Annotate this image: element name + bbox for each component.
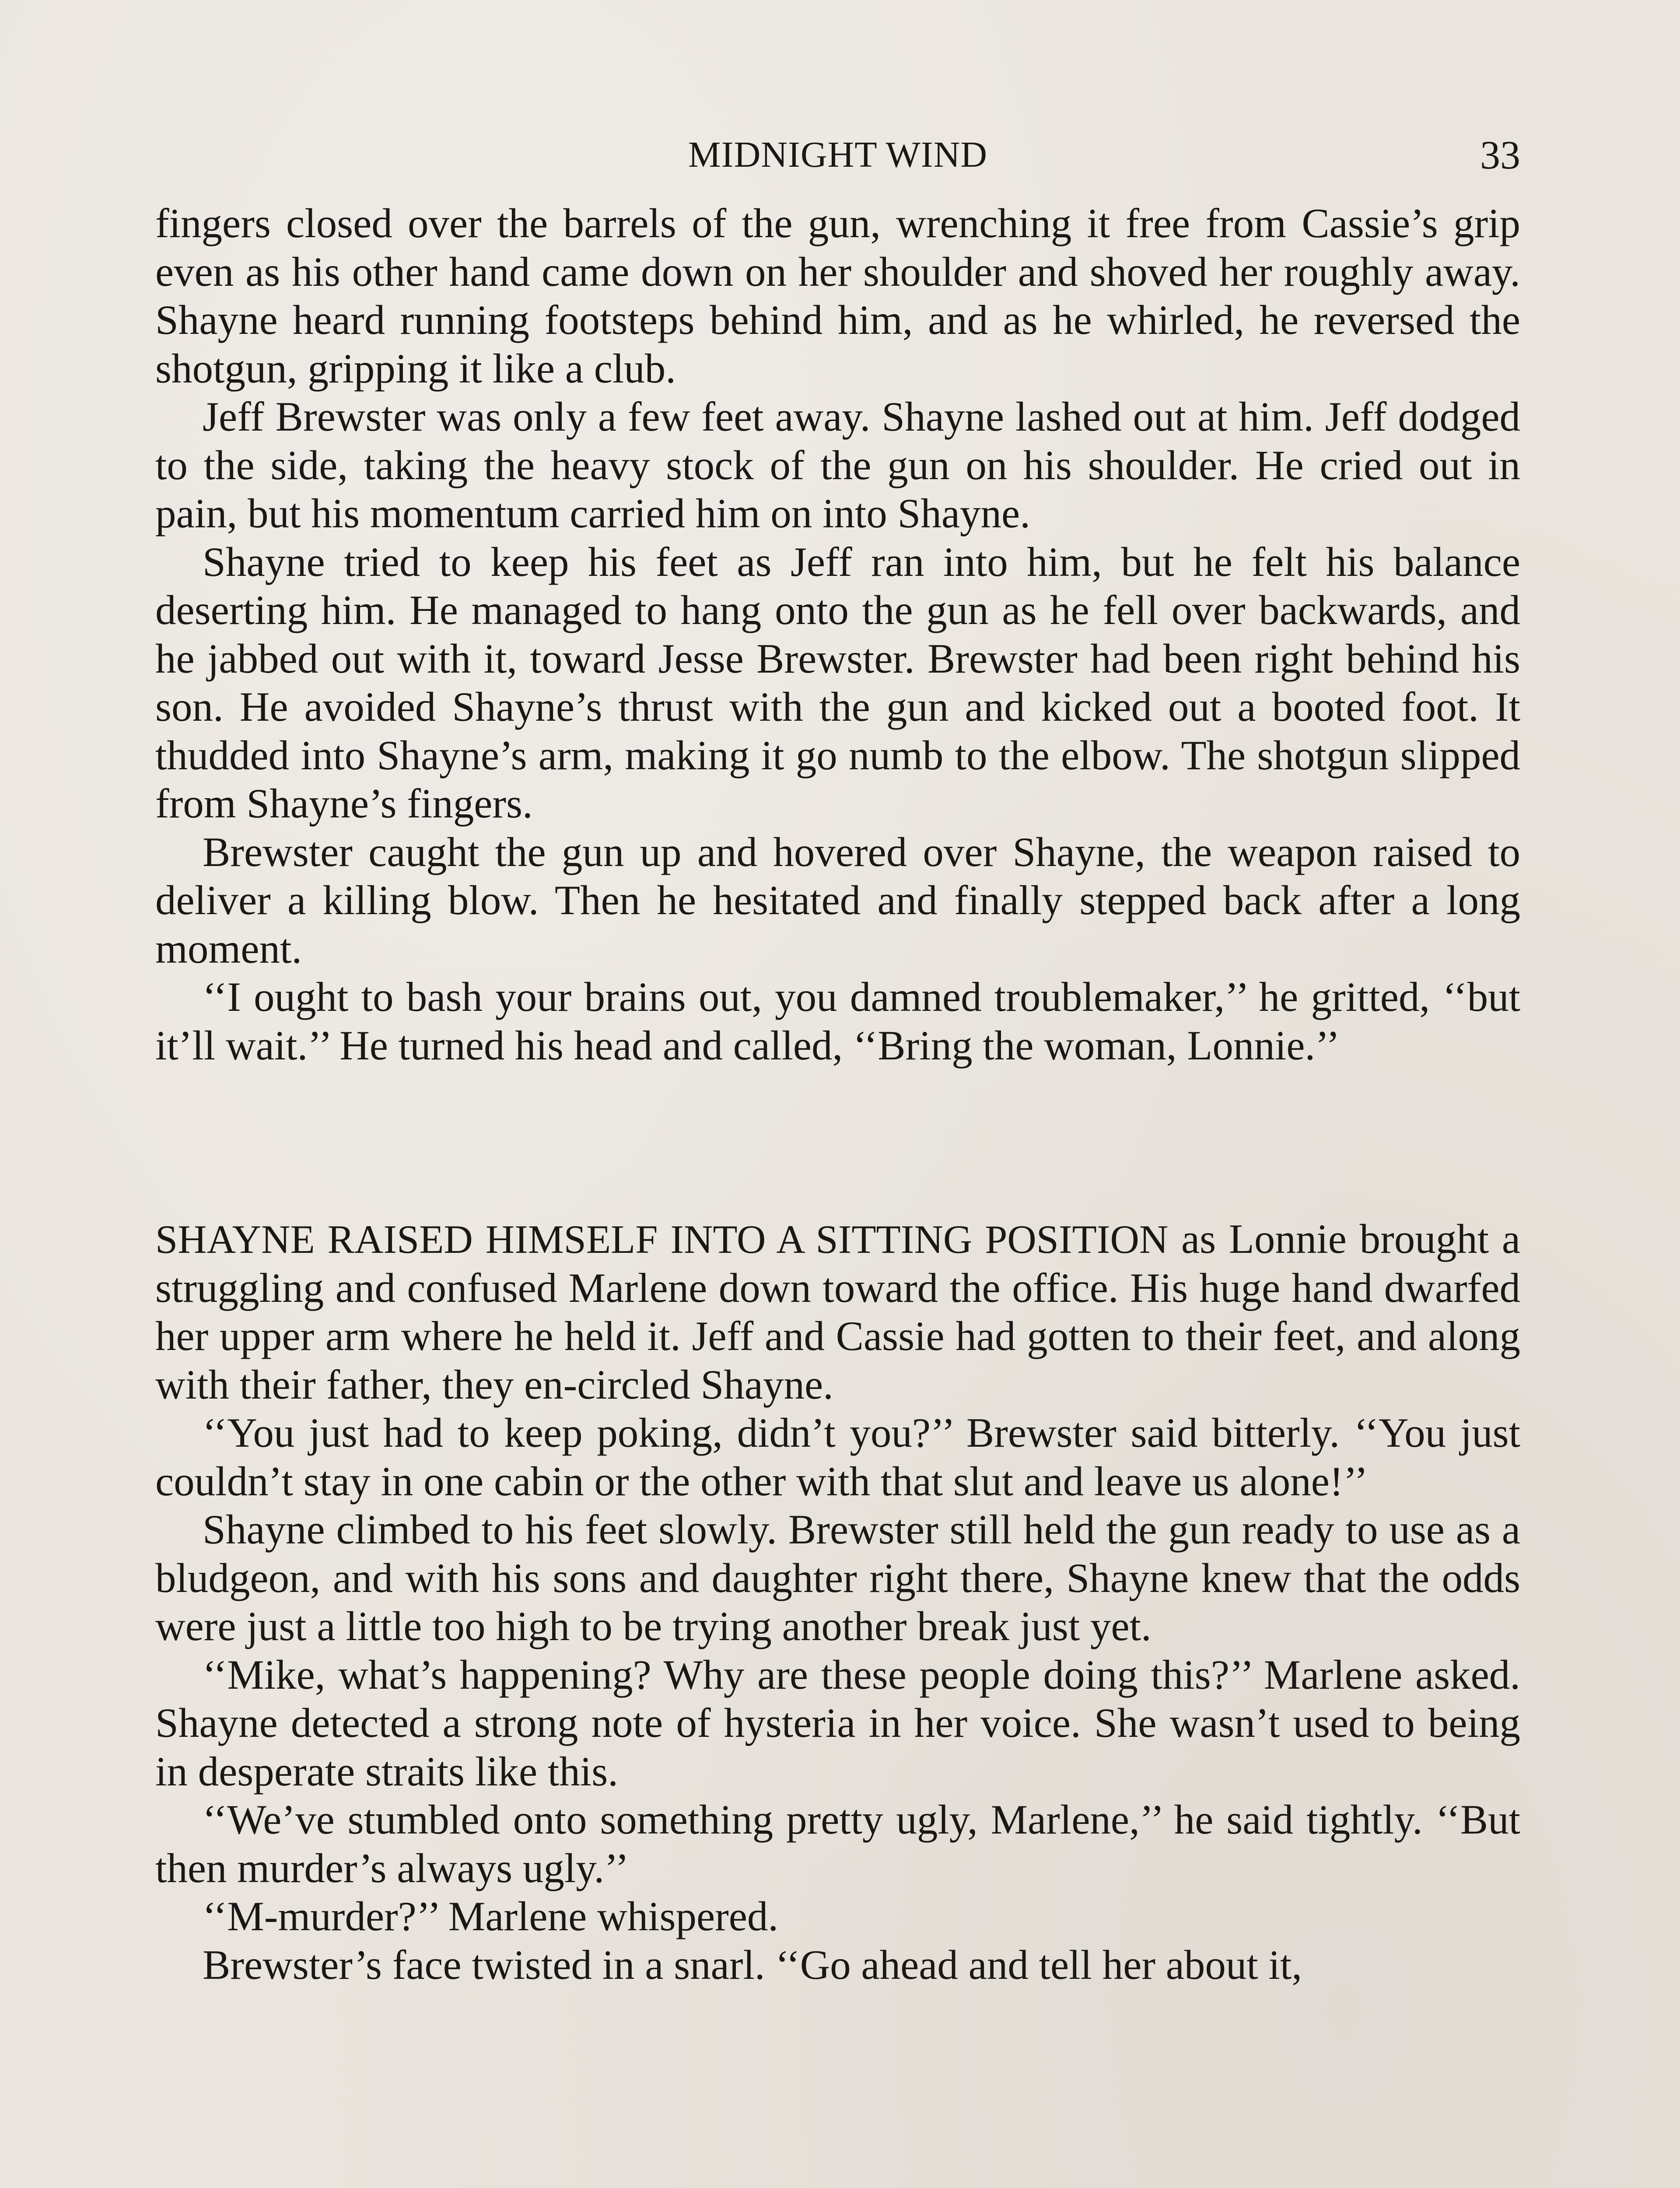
paragraph: Brewster’s face twisted in a snarl. ‘‘Go ahead and tell her about it, <box>203 1941 1302 1988</box>
running-head: MIDNIGHT WIND <box>688 134 988 175</box>
paragraph: Jeff Brewster was only a few feet away. Shayne lashed out at him. Jeff dodged to the side, taking the heavy stock of the gun on his shoulder. He cried out in pain, but his momentum carried him on into Shayne. <box>155 393 1520 536</box>
paragraph: Shayne tried to keep his feet as Jeff ran into him, but he felt his balance deserting him. He managed to hang onto the gun as he fell over backwards, and he jabbed out with it, toward Jesse Brewster. Brewster had been right behind his son. He avoided Shayne’s thrust with the gun and kicked out a booted foot. It thudded into Shayne’s arm, making it go numb to the elbow. The shotgun slipped from Shayne’s fingers. <box>155 538 1520 827</box>
page-header <box>155 123 1520 189</box>
section-opening-paragraph <box>155 1215 1520 1409</box>
section-lead-in: SHAYNE RAISED HIMSELF INTO A SITTING POSITION <box>155 1217 1169 1262</box>
paragraph: ‘‘M-murder?’’ Marlene whispered. <box>203 1893 779 1939</box>
paragraph: ‘‘You just had to keep poking, didn’t you?’’ Brewster said bitterly. ‘‘You just couldn’t stay in one cabin or the other with that slut and leave us alone!’’ <box>155 1410 1520 1504</box>
section-break <box>155 1069 1520 1215</box>
paragraph: Brewster caught the gun up and hovered over Shayne, the weapon raised to deliver a killing blow. Then he hesitated and finally stepped back after a long moment. <box>155 828 1520 972</box>
paragraph: ‘‘I ought to bash your brains out, you damned troublemaker,’’ he gritted, ‘‘but it’ll wait.’’ He turned his head and called, ‘‘Bring the woman, Lonnie.’’ <box>155 974 1520 1069</box>
paragraph: ‘‘We’ve stumbled onto something pretty ugly, Marlene,’’ he said tightly. ‘‘But then murder’s always ugly.’’ <box>155 1796 1520 1891</box>
paragraph: Shayne climbed to his feet slowly. Brewster still held the gun ready to use as a bludgeon, and with his sons and daughter right there, Shayne knew that the odds were just a little too high to be trying another break just yet. <box>155 1506 1520 1649</box>
paragraph: fingers closed over the barrels of the gun, wrenching it free from Cassie’s grip even as his other hand came down on her shoulder and shoved her roughly away. Shayne heard running footsteps behind him, and as he whirled, he reversed the shotgun, gripping it like a club. <box>155 200 1520 392</box>
section-opening-text: as Lonnie brought a struggling and confused Marlene down toward the office. His huge hand dwarfed her upper arm where he held it. Jeff and Cassie had gotten to their feet, and along with their father, they en-circled Shayne. <box>155 1216 1520 1408</box>
body-text <box>155 199 1520 1989</box>
paragraph: ‘‘Mike, what’s happening? Why are these people doing this?’’ Marlene asked. Shayne detected a strong note of hysteria in her voice. She wasn’t used to being in desperate straits like this. <box>155 1651 1520 1795</box>
page-number: 33 <box>1480 133 1520 177</box>
